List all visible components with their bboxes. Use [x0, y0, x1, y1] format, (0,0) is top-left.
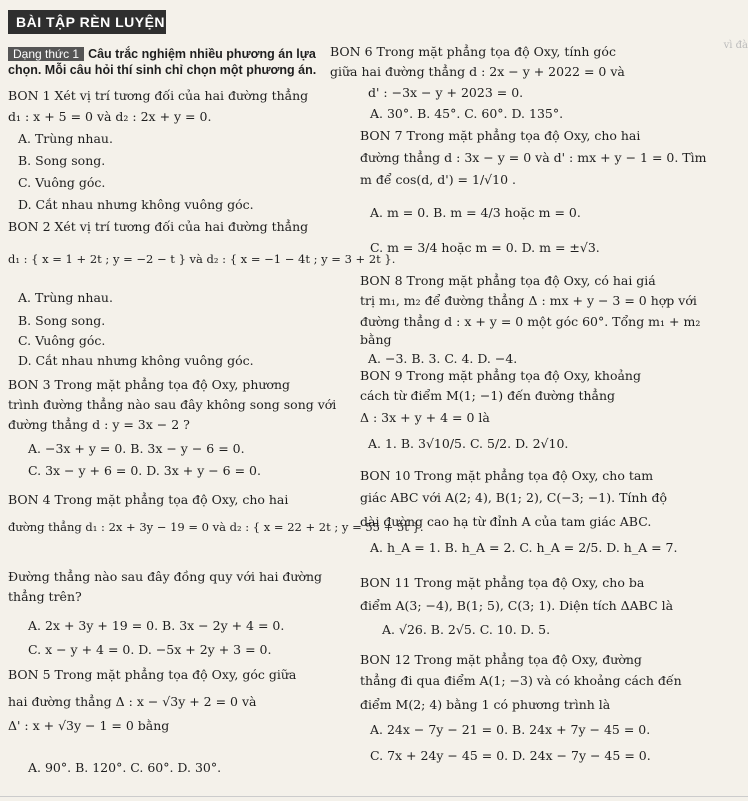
q8-prompt-2: trị m₁, m₂ để đường thẳng Δ : mx + y − 3 = 0 hợp với	[360, 293, 697, 308]
q2-prompt: BON 2 Xét vị trí tương đối của hai đường thẳng	[8, 219, 309, 234]
format-tag: Dạng thức 1	[8, 47, 84, 61]
q7-prompt-3: m để cos(d, d') = 1/√10 .	[360, 172, 516, 187]
q5-options: A. 90°. B. 120°. C. 60°. D. 30°.	[28, 760, 222, 775]
q8-prompt-4: bằng	[360, 332, 392, 347]
q7-options-ab: A. m = 0. B. m = 4/3 hoặc m = 0.	[370, 205, 581, 220]
q7-options-cd: C. m = 3/4 hoặc m = 0. D. m = ±√3.	[370, 240, 600, 255]
q3-prompt-1: BON 3 Trong mặt phẳng tọa độ Oxy, phương	[8, 377, 291, 392]
q4-prompt-2: đường thẳng d₁ : 2x + 3y − 19 = 0 và d₂ : { x = 22 + 2t ; y = 55 + 5t }.	[8, 520, 424, 534]
q1-lines: d₁ : x + 5 = 0 và d₂ : 2x + y = 0.	[8, 109, 212, 124]
q1-option-d: D. Cắt nhau nhưng không vuông góc.	[18, 197, 254, 212]
q8-prompt-1: BON 8 Trong mặt phẳng tọa độ Oxy, có hai giá	[360, 273, 656, 288]
q3-prompt-3: đường thẳng d : y = 3x − 2 ?	[8, 417, 190, 432]
q4-prompt-4: thẳng trên?	[8, 589, 82, 604]
q7-prompt-1: BON 7 Trong mặt phẳng tọa độ Oxy, cho hai	[360, 128, 641, 143]
q4-options-cd: C. x − y + 4 = 0. D. −5x + 2y + 3 = 0.	[28, 642, 272, 657]
q3-options-cd: C. 3x − y + 6 = 0. D. 3x + y − 6 = 0.	[28, 463, 261, 478]
q4-prompt-1: BON 4 Trong mặt phẳng tọa độ Oxy, cho hai	[8, 492, 289, 507]
q5-prompt-2: hai đường thẳng Δ : x − √3y + 2 = 0 và	[8, 694, 257, 709]
q12-prompt-2: thẳng đi qua điểm A(1; −3) và có khoảng cách đến	[360, 673, 682, 688]
q6-prompt-2: giữa hai đường thẳng d : 2x − y + 2022 = 0 và	[330, 64, 625, 79]
q11-prompt-1: BON 11 Trong mặt phẳng tọa độ Oxy, cho ba	[360, 575, 645, 590]
intro-line-1	[8, 46, 316, 61]
q5-prompt-1: BON 5 Trong mặt phẳng tọa độ Oxy, góc giữa	[8, 667, 297, 682]
q5-prompt-3: Δ' : x + √3y − 1 = 0 bằng	[8, 718, 170, 733]
q1-option-a: A. Trùng nhau.	[18, 131, 113, 146]
q7-prompt-2: đường thẳng d : 3x − y = 0 và d' : mx + y − 1 = 0. Tìm	[360, 150, 707, 165]
q9-options: A. 1. B. 3√10/5. C. 5/2. D. 2√10.	[368, 436, 569, 451]
bottom-divider	[0, 796, 748, 797]
q12-prompt-3: điểm M(2; 4) bằng 1 có phương trình là	[360, 697, 611, 712]
q4-options-ab: A. 2x + 3y + 19 = 0. B. 3x − 2y + 4 = 0.	[28, 618, 285, 633]
q10-options: A. h_A = 1. B. h_A = 2. C. h_A = 2/5. D. h_A = 7.	[370, 540, 678, 555]
q10-prompt-3: dài đường cao hạ từ đỉnh A của tam giác ABC.	[360, 514, 652, 529]
q10-prompt-2: giác ABC với A(2; 4), B(1; 2), C(−3; −1). Tính độ	[360, 490, 668, 505]
q10-prompt-1: BON 10 Trong mặt phẳng tọa độ Oxy, cho tam	[360, 468, 654, 483]
q12-options-ab: A. 24x − 7y − 21 = 0. B. 24x + 7y − 45 = 0.	[370, 722, 651, 737]
q9-prompt-2: cách từ điểm M(1; −1) đến đường thẳng	[360, 388, 616, 403]
q4-prompt-3: Đường thẳng nào sau đây đồng quy với hai đường	[8, 569, 323, 584]
q2-option-b: B. Song song.	[18, 313, 106, 328]
q11-options: A. √26. B. 2√5. C. 10. D. 5.	[382, 622, 551, 637]
q6-options: A. 30°. B. 45°. C. 60°. D. 135°.	[370, 106, 564, 121]
q8-prompt-3: đường thẳng d : x + y = 0 một góc 60°. Tổng m₁ + m₂	[360, 314, 701, 329]
q9-prompt-3: Δ : 3x + y + 4 = 0 là	[360, 410, 490, 425]
q12-options-cd: C. 7x + 24y − 45 = 0. D. 24x − 7y − 45 = 0.	[370, 748, 651, 763]
q2-option-d: D. Cắt nhau nhưng không vuông góc.	[18, 353, 254, 368]
q6-prompt-1: BON 6 Trong mặt phẳng tọa độ Oxy, tính góc	[330, 44, 616, 59]
q3-prompt-2: trình đường thẳng nào sau đây không song song với	[8, 397, 337, 412]
q2-option-c: C. Vuông góc.	[18, 333, 106, 348]
q1-option-c: C. Vuông góc.	[18, 175, 106, 190]
q6-prompt-3: d' : −3x − y + 2023 = 0.	[368, 85, 524, 100]
q8-options: A. −3. B. 3. C. 4. D. −4.	[368, 351, 518, 366]
section-title: BÀI TẬP RÈN LUYỆN	[8, 10, 166, 34]
q9-prompt-1: BON 9 Trong mặt phẳng tọa độ Oxy, khoảng	[360, 368, 641, 383]
intro-text-1: Câu trắc nghiệm nhiều phương án lựa	[88, 47, 316, 61]
q1-prompt: BON 1 Xét vị trí tương đối của hai đường thẳng	[8, 88, 309, 103]
q11-prompt-2: điểm A(3; −4), B(1; 5), C(3; 1). Diện tích ΔABC là	[360, 598, 674, 613]
corner-mark: vì đà	[723, 40, 748, 51]
q2-lines: d₁ : { x = 1 + 2t ; y = −2 − t } và d₂ : { x = −1 − 4t ; y = 3 + 2t }.	[8, 252, 396, 266]
q3-options-ab: A. −3x + y = 0. B. 3x − y − 6 = 0.	[28, 441, 245, 456]
q12-prompt-1: BON 12 Trong mặt phẳng tọa độ Oxy, đường	[360, 652, 642, 667]
q2-option-a: A. Trùng nhau.	[18, 290, 113, 305]
q1-option-b: B. Song song.	[18, 153, 106, 168]
intro-line-2: chọn. Mỗi câu hỏi thí sinh chỉ chọn một phương án.	[8, 63, 317, 77]
